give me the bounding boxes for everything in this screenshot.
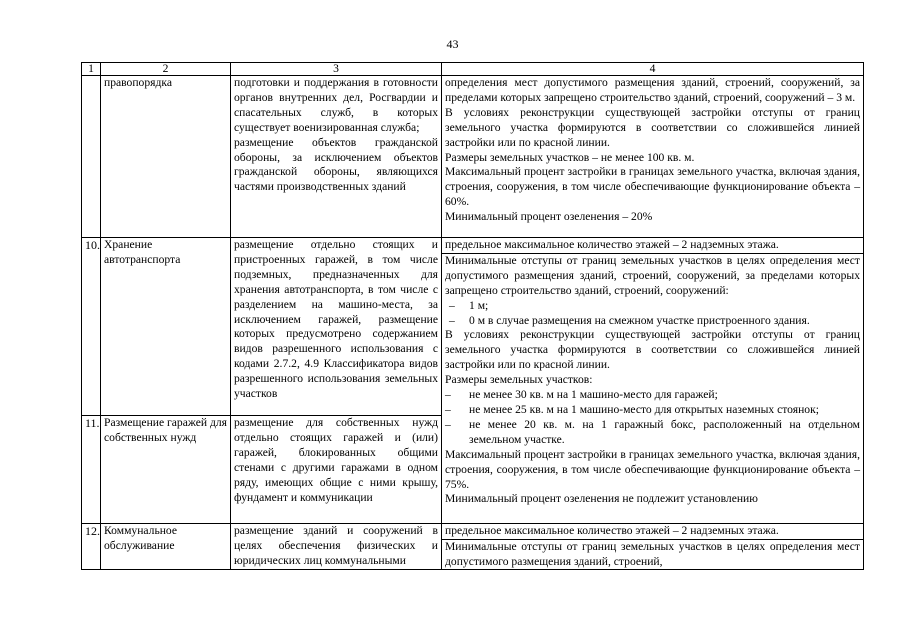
min-greening-text: Минимальный процент озеленения не подлежит установлению	[445, 492, 758, 506]
parameters-cell-rows-10-11	[442, 238, 864, 524]
table-row-12	[82, 524, 864, 570]
plot-size-item-text: не менее 25 кв. м на 1 машино-место для открытых наземных стоянок;	[469, 402, 819, 416]
use-description-cell: размещение для собственных нужд отдельно стоящих гаражей и (или) гаражей, блокированных общими стенами с другими гаражами в одном ряду, имеющих общие с ними крышу, фундамент и коммуникации	[231, 416, 442, 524]
parameters-cell	[442, 524, 864, 570]
bullet-mark: –	[445, 388, 451, 402]
land-use-regulations-table	[81, 62, 864, 570]
use-description-text: размещение зданий и сооружений в целях обеспечения физических и юридических лиц коммунальными	[234, 524, 438, 567]
plot-size-item-text: не менее 30 кв. м на 1 машино-место для гаражей;	[469, 388, 718, 402]
parameters-paragraph: Максимальный процент застройки в границах земельного участка, включая здания, строения, сооружения, в том числе обеспечивающие функционирование объекта – 60%.	[445, 165, 860, 209]
use-name-cell: Хранение автотранспорта	[101, 238, 231, 416]
setback-item-text: 1 м;	[469, 298, 489, 312]
setback-item	[445, 299, 860, 314]
table-row-continued	[82, 76, 864, 238]
plot-size-item	[445, 388, 860, 403]
description-paragraph: подготовки и поддержания в готовности органов внутренних дел, Росгвардии и спасательных служб, в которых существует военизированная служба;	[234, 76, 438, 134]
parameters-paragraph: В условиях реконструкции существующей застройки отступы от границ земельного участка формируются в соответствии со сложившейся линией застройки или по красной линии.	[445, 105, 860, 149]
setbacks-intro-text: Минимальные отступы от границ земельных участков в целях определения мест допустимого размещения зданий, строений, сооружений, за пределами которых запрещено строительство зданий, строений, сооружений:	[445, 253, 860, 297]
bullet-mark: –	[449, 313, 455, 327]
column-number-4: 4	[442, 63, 864, 76]
column-number-header-row	[82, 63, 864, 76]
use-name-cell: Размещение гаражей для собственных нужд	[101, 416, 231, 524]
parameters-paragraph: Минимальный процент озеленения – 20%	[445, 210, 653, 224]
table-row-10	[82, 238, 864, 416]
row-number: 11.	[82, 416, 101, 524]
bullet-mark: –	[445, 402, 451, 416]
use-description-cell	[231, 76, 442, 238]
column-number-1: 1	[82, 63, 101, 76]
use-description-cell	[231, 524, 442, 570]
use-name-cell: правопорядка	[101, 76, 231, 238]
description-paragraph: размещение объектов гражданской обороны, за исключением объектов гражданской обороны, являющихся частями производственных зданий	[234, 135, 438, 194]
plot-sizes-intro-text: Размеры земельных участков:	[445, 373, 593, 387]
max-floors-text: предельное максимальное количество этажей – 2 надземных этажа.	[445, 238, 779, 251]
parameters-paragraph: Размеры земельных участков – не менее 100 кв. м.	[445, 150, 695, 164]
column-number-2: 2	[101, 63, 231, 76]
reconstruction-text: В условиях реконструкции существующей застройки отступы от границ земельного участка формируются в соответствии со сложившейся линией застройки или по красной линии.	[445, 328, 860, 372]
page-number: 43	[446, 37, 459, 51]
row-number: 12.	[82, 524, 101, 570]
use-name-cell: Коммунальное обслуживание	[101, 524, 231, 570]
max-coverage-text: Максимальный процент застройки в границах земельного участка, включая здания, строения, сооружения, в том числе обеспечивающие функционирование объекта – 75%.	[445, 447, 860, 491]
column-number-3: 3	[231, 63, 442, 76]
bullet-mark: –	[449, 298, 455, 312]
setback-item	[445, 314, 860, 329]
max-floors-text: предельное максимальное количество этажей – 2 надземных этажа.	[445, 524, 779, 537]
use-description-cell: размещение отдельно стоящих и пристроенных гаражей, в том числе подземных, предназначенных для хранения автотранспорта, в том числе с разделением на машино-места, за исключением гаражей, размещение которых предусмотрено содержанием видов разрешенного использования с кодами 2.7.2, 4.9 Классификатора видов разрешенного использования земельных участков	[231, 238, 442, 416]
parameters-paragraph: определения мест допустимого размещения зданий, строений, сооружений, за пределами которых запрещено строительство зданий, строений, сооружений – 3 м.	[445, 76, 860, 104]
row-number-cell	[82, 76, 101, 238]
setbacks-intro-text: Минимальные отступы от границ земельных участков в целях определения мест допустимого размещения зданий, строений,	[445, 539, 860, 568]
row-number: 10.	[82, 238, 101, 416]
plot-size-item	[445, 403, 860, 418]
bullet-mark: –	[445, 417, 451, 431]
setback-item-text: 0 м в случае размещения на смежном участке пристроенного здания.	[469, 313, 810, 327]
parameters-cell	[442, 76, 864, 238]
plot-size-item	[445, 418, 860, 448]
plot-size-item-text: не менее 20 кв. м. на 1 гаражный бокс, расположенный на отдельном земельном участке.	[469, 417, 860, 446]
